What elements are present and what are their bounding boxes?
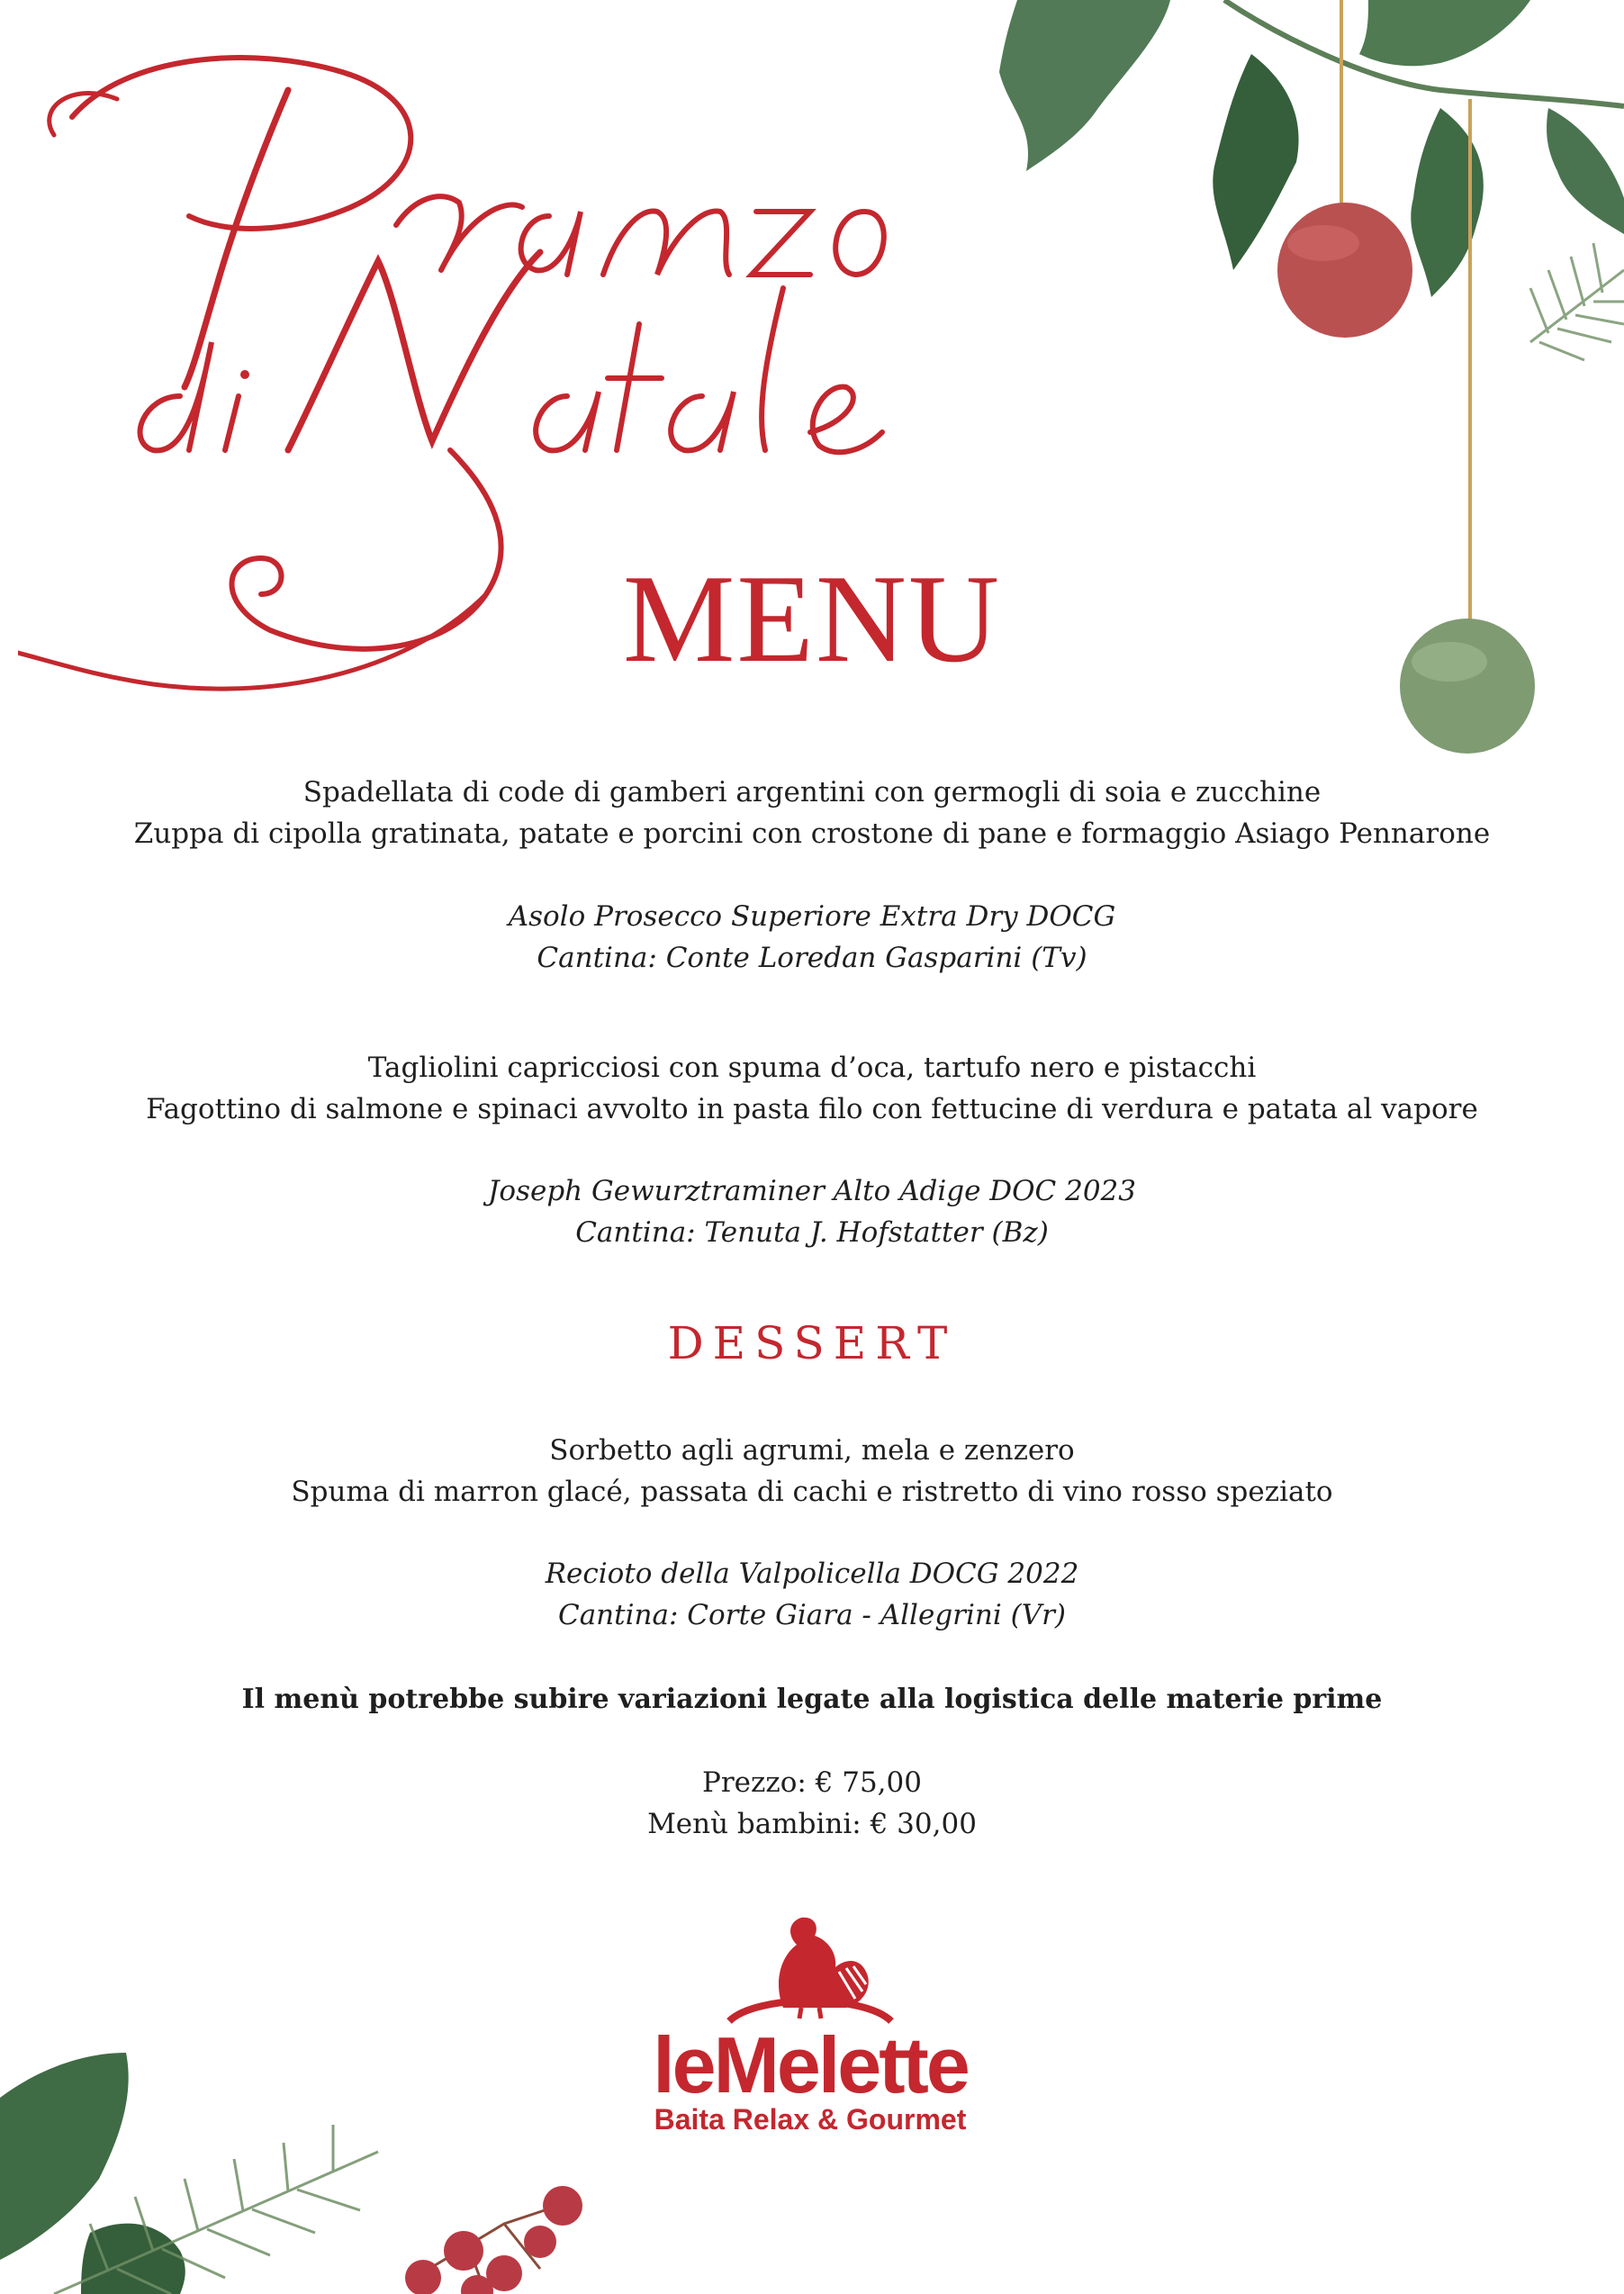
price-adult: Prezzo: € 75,00 bbox=[702, 1766, 922, 1799]
dessert-wine-cellar: Cantina: Corte Giara - Allegrini (Vr) bbox=[557, 1599, 1067, 1631]
price-children: Menù bambini: € 30,00 bbox=[647, 1808, 977, 1840]
dessert-dish-2: Spuma di marron glacé, passata di cachi e ristretto di vino rosso speziato bbox=[291, 1476, 1333, 1508]
dessert-wine-name: Recioto della Valpolicella DOCG 2022 bbox=[545, 1558, 1079, 1590]
course1-wine-cellar: Cantina: Conte Loredan Gasparini (Tv) bbox=[537, 942, 1087, 974]
course1-dish-1: Spadellata di code di gamberi argentini con germogli di soia e zucchine bbox=[302, 776, 1322, 808]
logo-name: leMelette bbox=[653, 2020, 968, 2109]
grouse-bird-icon bbox=[630, 1909, 990, 2026]
course1-dish-2: Zuppa di cipolla gratinata, patate e porcini con crostone di pane e formaggio Asiago Pennarone bbox=[133, 817, 1491, 850]
menu-heading: MENU bbox=[622, 549, 1002, 689]
restaurant-logo bbox=[630, 1909, 990, 2143]
dessert-dish-1: Sorbetto agli agrumi, mela e zenzero bbox=[549, 1434, 1075, 1467]
course2-dish-2: Fagottino di salmone e spinaci avvolto in pasta filo con fettucine di verdura e patata al vapore bbox=[146, 1093, 1478, 1125]
dessert-heading: DESSERT bbox=[667, 1317, 957, 1369]
course2-wine-name: Joseph Gewurztraminer Alto Adige DOC 2023 bbox=[487, 1175, 1137, 1207]
course2-wine-cellar: Cantina: Tenuta J. Hofstatter (Bz) bbox=[575, 1216, 1049, 1249]
menu-notice: Il menù potrebbe subire variazioni legate alla logistica delle materie prime bbox=[241, 1684, 1383, 1715]
course1-wine-name: Asolo Prosecco Superiore Extra Dry DOCG bbox=[508, 900, 1116, 933]
logo-tagline: Baita Relax & Gourmet bbox=[654, 2103, 967, 2136]
course2-dish-1: Tagliolini capricciosi con spuma d’oca, tartufo nero e pistacchi bbox=[367, 1052, 1257, 1084]
